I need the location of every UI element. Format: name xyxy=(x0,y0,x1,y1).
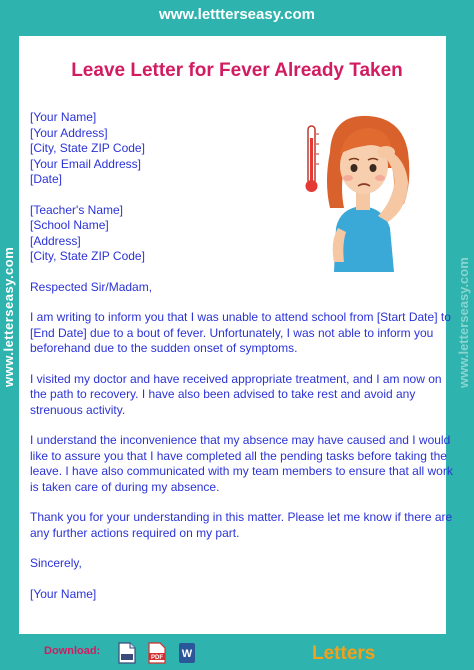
paragraph-line: the path to recovery. I have also been advised to take rest and avoid any xyxy=(30,387,416,401)
recipient-line: [Address] xyxy=(30,233,81,248)
paragraph-line: like to assure you that I have completed all the pending tasks before taking the xyxy=(30,448,447,463)
paragraph-line: [End Date] due to a bout of fever. Unfortunately, I was not able to inform you xyxy=(30,325,434,340)
brand-easy: Easy xyxy=(375,643,420,664)
recipient-line: [Teacher's Name] xyxy=(30,202,123,217)
brand-letters: Letters xyxy=(312,643,376,664)
salutation: Respected Sir/Madam, xyxy=(30,279,153,294)
paragraph xyxy=(30,433,453,495)
doc-file-icon[interactable] xyxy=(118,642,136,664)
word-file-icon[interactable] xyxy=(178,642,196,664)
recipient-line: [School Name] xyxy=(30,218,109,232)
paragraph-line: any further actions required on my part. xyxy=(30,525,240,540)
brand-logo[interactable] xyxy=(312,643,420,665)
side-watermark-right: www.letterseasy.com xyxy=(456,257,471,388)
word-file-label: W xyxy=(181,648,193,660)
sender-line: [City, State ZIP Code] xyxy=(30,141,145,155)
paragraph-line: I visited my doctor and have received appropriate treatment, and I am now on xyxy=(30,371,442,386)
paragraph-line: I understand the inconvenience that my absence may have caused and I would xyxy=(30,433,451,447)
paragraph-line: strenuous activity. xyxy=(30,402,126,417)
download-label: Download: xyxy=(44,645,101,657)
recipient-block xyxy=(30,203,434,265)
paragraph xyxy=(30,510,453,541)
paragraph-line: leave. I have also communicated with my team members to ensure that all work xyxy=(30,464,453,478)
sender-line: [Your Address] xyxy=(30,125,108,140)
page-title: Leave Letter for Fever Already Taken xyxy=(71,60,403,81)
sender-line: [Your Email Address] xyxy=(30,156,141,171)
signature: [Your Name] xyxy=(30,586,97,601)
paragraph-line: is taken care of during my absence. xyxy=(30,479,220,494)
pdf-file-label: PDF xyxy=(151,655,163,661)
sender-line: [Your Name] xyxy=(30,110,97,124)
sender-line: [Date] xyxy=(30,172,63,186)
site-url-top[interactable]: www.lettterseasy.com xyxy=(159,6,315,23)
paragraph-line: I am writing to inform you that I was unable to attend school from [Start Date] to xyxy=(30,310,451,324)
paragraph-line: Thank you for your understanding in this matter. Please let me know if there are xyxy=(30,510,453,524)
paragraph xyxy=(30,310,451,357)
paragraph-line: beforehand due to the sudden onset of symptoms. xyxy=(30,341,298,355)
closing: Sincerely, xyxy=(30,556,82,570)
paragraph xyxy=(30,371,442,419)
recipient-line: [City, State ZIP Code] xyxy=(30,249,145,263)
side-watermark-left: www.letterseasy.com xyxy=(1,246,16,387)
letter-body xyxy=(30,110,453,602)
pdf-file-icon[interactable] xyxy=(148,642,166,664)
sender-block xyxy=(30,110,434,188)
